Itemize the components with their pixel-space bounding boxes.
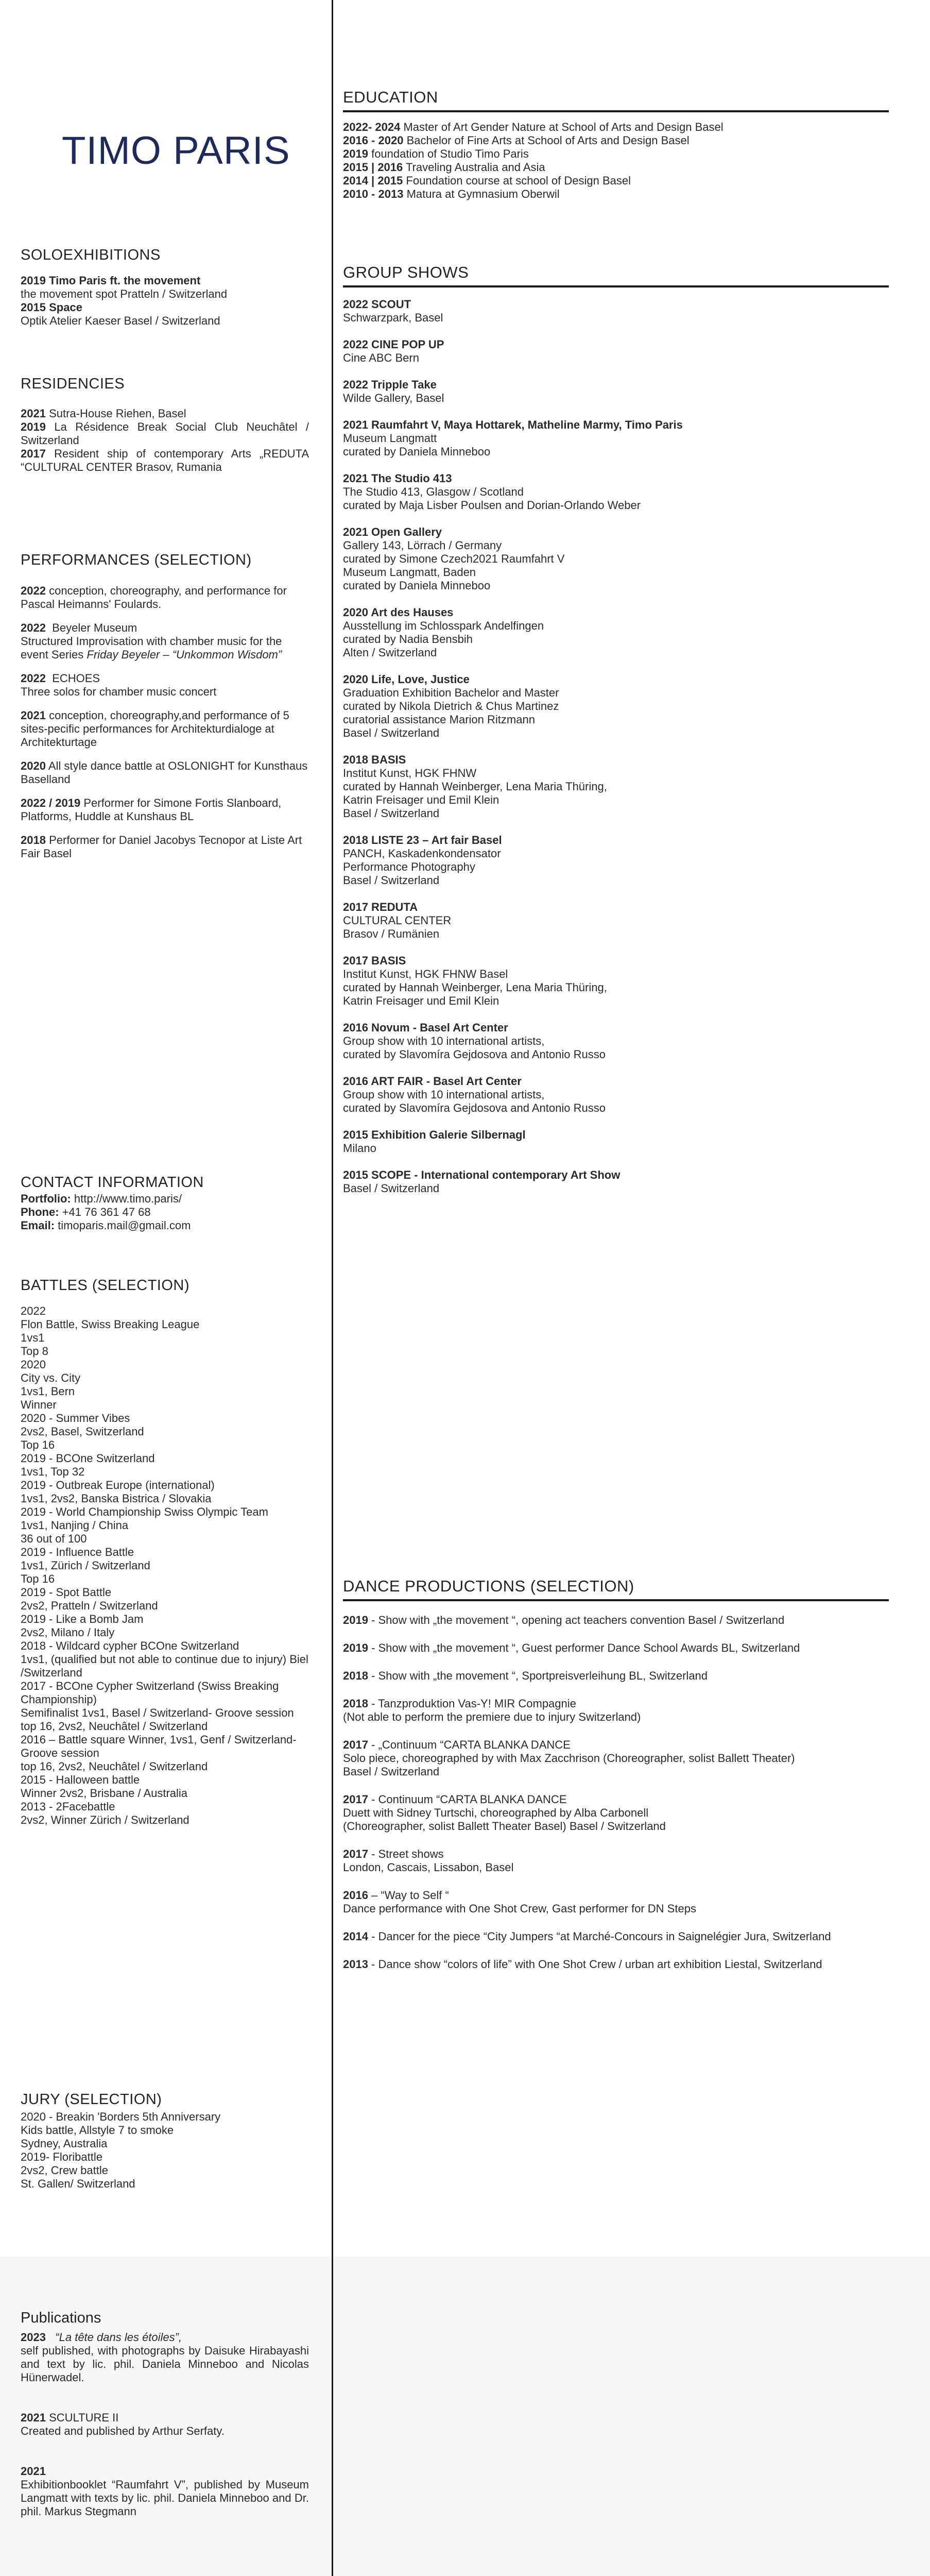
performance-text: Beyeler Museum bbox=[52, 621, 137, 634]
group-show-title: 2017 BASIS bbox=[343, 954, 406, 967]
dance-entry bbox=[343, 1958, 889, 1971]
battle-line: Top 16 bbox=[21, 1438, 55, 1451]
group-show-line: Basel / Switzerland bbox=[343, 874, 440, 887]
residency-year: 2017 bbox=[21, 447, 46, 460]
performance-entry bbox=[21, 834, 309, 860]
group-show-line: Basel / Switzerland bbox=[343, 1182, 440, 1195]
dance-line: (Choreographer, solist Ballett Theater Basel) Basel / Switzerland bbox=[343, 1820, 666, 1833]
battle-line: 2020 bbox=[21, 1358, 46, 1371]
residency-text: Sutra-House Riehen, Basel bbox=[49, 407, 186, 420]
dance-entry bbox=[343, 1930, 889, 1943]
group-show-entry bbox=[343, 298, 889, 325]
jury-line: Kids battle, Allstyle 7 to smoke bbox=[21, 2124, 174, 2137]
battle-line: 2018 - Wildcard cypher BCOne Switzerland bbox=[21, 1639, 239, 1652]
group-show-title: 2022 SCOUT bbox=[343, 298, 411, 311]
publication-title: “La tête dans les étoiles”, bbox=[55, 2331, 182, 2344]
publications-section bbox=[21, 2309, 309, 2518]
publication-entry bbox=[21, 2465, 309, 2518]
group-show-title: 2015 Exhibition Galerie Silbernagl bbox=[343, 1128, 526, 1141]
performance-text: ECHOES bbox=[52, 672, 100, 685]
group-show-line: CULTURAL CENTER bbox=[343, 914, 452, 927]
dance-line: Dance performance with One Shot Crew, Gast performer for DN Steps bbox=[343, 1902, 696, 1915]
jury-line: 2vs2, Crew battle bbox=[21, 2164, 108, 2177]
group-show-line: Wilde Gallery, Basel bbox=[343, 392, 444, 404]
group-show-title: 2022 CINE POP UP bbox=[343, 338, 444, 351]
education-entry bbox=[343, 121, 889, 134]
group-show-entry bbox=[343, 526, 889, 592]
jury-line: 2019- Floribattle bbox=[21, 2150, 102, 2163]
publication-text: Created and published by Arthur Serfaty. bbox=[21, 2425, 225, 2437]
publication-year: 2023 bbox=[21, 2331, 46, 2344]
battle-line: 2vs2, Pratteln / Switzerland bbox=[21, 1599, 158, 1612]
solo-line: Optik Atelier Kaeser Basel / Switzerland bbox=[21, 314, 220, 327]
dance-year: 2018 bbox=[343, 1669, 368, 1682]
group-show-line: curatorial assistance Marion Ritzmann bbox=[343, 713, 535, 726]
education-entry bbox=[343, 134, 889, 147]
solo-entry bbox=[21, 274, 309, 301]
education-list bbox=[343, 121, 889, 201]
phone-label: Phone: bbox=[21, 1206, 59, 1218]
education-heading: EDUCATION bbox=[343, 88, 889, 112]
group-show-title: 2022 Tripple Take bbox=[343, 378, 437, 391]
dance-entry bbox=[343, 1641, 889, 1655]
jury-line: St. Gallen/ Switzerland bbox=[21, 2177, 135, 2190]
group-show-entry bbox=[343, 673, 889, 740]
group-show-title: 2016 Novum - Basel Art Center bbox=[343, 1021, 508, 1034]
dance-entry bbox=[343, 1614, 889, 1627]
email-link[interactable]: timoparis.mail@gmail.com bbox=[58, 1219, 191, 1232]
email-label: Email: bbox=[21, 1219, 55, 1232]
jury-section bbox=[21, 2091, 309, 2191]
battle-line: 2016 – Battle square Winner, 1vs1, Genf / Switzerland- Groove session bbox=[21, 1733, 297, 1759]
dance-text: - Dance show “colors of life” with One Shot Crew / urban art exhibition Liestal, Switzerland bbox=[368, 1958, 822, 1971]
dance-year: 2017 bbox=[343, 1793, 368, 1806]
residency-entry bbox=[21, 420, 309, 447]
group-show-entry bbox=[343, 1168, 889, 1195]
dance-line bbox=[343, 1958, 889, 1971]
battle-line: Top 16 bbox=[21, 1572, 55, 1585]
group-show-line: Basel / Switzerland bbox=[343, 807, 440, 820]
education-text: Bachelor of Fine Arts at School of Arts and Design Basel bbox=[406, 134, 690, 147]
portfolio-link[interactable]: http://www.timo.paris/ bbox=[74, 1192, 182, 1205]
group-show-entry bbox=[343, 378, 889, 405]
dance-line bbox=[343, 1614, 889, 1627]
battles-list bbox=[21, 1304, 309, 1827]
education-section bbox=[343, 88, 889, 201]
battle-line: 2017 - BCOne Cypher Switzerland (Swiss Breaking Championship) bbox=[21, 1680, 279, 1706]
battle-line: 2022 bbox=[21, 1304, 46, 1317]
group-show-line: curated by Daniela Minneboo bbox=[343, 579, 491, 592]
dance-entry bbox=[343, 1669, 889, 1683]
contact-section bbox=[21, 1174, 309, 1232]
performance-year: 2018 bbox=[21, 834, 46, 846]
dance-year: 2019 bbox=[343, 1641, 368, 1654]
group-show-line: Alten / Switzerland bbox=[343, 646, 437, 659]
residencies-section bbox=[21, 375, 309, 474]
performance-entry bbox=[21, 584, 309, 611]
education-text: foundation of Studio Timo Paris bbox=[371, 147, 529, 160]
solo-title: Space bbox=[49, 301, 82, 314]
group-show-line: Institut Kunst, HGK FHNW Basel bbox=[343, 968, 508, 980]
dance-entry bbox=[343, 1848, 889, 1874]
dance-line bbox=[343, 1738, 889, 1752]
group-show-title: 2018 LISTE 23 – Art fair Basel bbox=[343, 834, 502, 846]
portfolio-label: Portfolio: bbox=[21, 1192, 71, 1205]
dance-text: - Continuum “CARTA BLANKA DANCE bbox=[368, 1793, 567, 1806]
group-show-line: Museum Langmatt, Baden bbox=[343, 566, 476, 579]
dance-productions-list bbox=[343, 1614, 889, 1971]
education-entry bbox=[343, 174, 889, 188]
dance-line: Solo piece, choreographed by with Max Zacchrison (Choreographer, solist Ballett Theater) bbox=[343, 1752, 795, 1765]
performance-year: 2022 / 2019 bbox=[21, 796, 81, 809]
publication-year: 2021 bbox=[21, 2465, 46, 2478]
dance-line bbox=[343, 1848, 889, 1861]
group-show-line: Gallery 143, Lörrach / Germany bbox=[343, 539, 502, 552]
residency-year: 2019 bbox=[21, 420, 46, 433]
dance-line bbox=[343, 1889, 889, 1902]
group-show-entry bbox=[343, 834, 889, 887]
dance-text: – “Way to Self “ bbox=[368, 1889, 449, 1902]
dance-line: London, Cascais, Lissabon, Basel bbox=[343, 1861, 514, 1874]
group-show-title: 2015 SCOPE - International contemporary Art Show bbox=[343, 1168, 621, 1181]
solo-entry bbox=[21, 301, 309, 328]
group-show-line: Performance Photography bbox=[343, 860, 475, 873]
battle-line: 2019 - Spot Battle bbox=[21, 1586, 112, 1599]
battle-line: 36 out of 100 bbox=[21, 1532, 87, 1545]
group-shows-list bbox=[343, 298, 889, 1195]
solo-title: Timo Paris ft. the movement bbox=[49, 274, 201, 287]
battle-line: top 16, 2vs2, Neuchâtel / Switzerland bbox=[21, 1760, 208, 1773]
performance-entry bbox=[21, 759, 309, 786]
dance-year: 2014 bbox=[343, 1930, 368, 1943]
performance-entry bbox=[21, 709, 309, 749]
solo-exhibitions-section bbox=[21, 246, 309, 328]
battle-line: 2013 - 2Facebattle bbox=[21, 1800, 115, 1813]
group-show-line: curated by Nikola Dietrich & Chus Martinez bbox=[343, 700, 559, 713]
battle-line: City vs. City bbox=[21, 1371, 81, 1384]
battles-heading: BATTLES (SELECTION) bbox=[21, 1277, 190, 1294]
dance-line bbox=[343, 1930, 889, 1943]
residency-text: Resident ship of contemporary Arts „REDUTA “CULTURAL CENTER Brasov, Rumania bbox=[21, 447, 309, 473]
education-year: 2015 | 2016 bbox=[343, 161, 403, 174]
dance-year: 2016 bbox=[343, 1889, 368, 1902]
solo-line: the movement spot Pratteln / Switzerland bbox=[21, 287, 228, 300]
dance-line bbox=[343, 1641, 889, 1655]
residency-text: La Résidence Break Social Club Neuchâtel / Switzerland bbox=[21, 420, 309, 447]
group-show-title: 2021 Open Gallery bbox=[343, 526, 442, 538]
performance-entry bbox=[21, 621, 309, 662]
performances-section bbox=[21, 551, 309, 860]
performance-sub: Three solos for chamber music concert bbox=[21, 685, 217, 698]
battle-line: 2019 - BCOne Switzerland bbox=[21, 1452, 155, 1465]
group-show-title: 2018 BASIS bbox=[343, 753, 406, 766]
dance-text: - „Continuum “CARTA BLANKA DANCE bbox=[368, 1738, 571, 1751]
performance-text: conception, choreography, and performance for Pascal Heimanns' Foulards. bbox=[21, 584, 287, 611]
group-show-entry bbox=[343, 954, 889, 1008]
page-title: TIMO PARIS bbox=[62, 129, 290, 173]
group-show-line: curated by Daniela Minneboo bbox=[343, 445, 491, 458]
group-show-entry bbox=[343, 753, 889, 820]
education-year: 2016 - 2020 bbox=[343, 134, 404, 147]
battle-line: 1vs1, Top 32 bbox=[21, 1465, 85, 1478]
publication-entry bbox=[21, 2331, 309, 2384]
dance-year: 2017 bbox=[343, 1738, 368, 1751]
group-show-line: curated by Simone Czech2021 Raumfahrt V bbox=[343, 552, 565, 565]
battle-line: 2vs2, Basel, Switzerland bbox=[21, 1425, 144, 1438]
contact-heading: CONTACT INFORMATION bbox=[21, 1174, 204, 1191]
battle-line: Winner bbox=[21, 1398, 57, 1411]
group-show-title: 2020 Art des Hauses bbox=[343, 606, 454, 619]
group-shows-heading: GROUP SHOWS bbox=[343, 263, 889, 287]
battle-line: Semifinalist 1vs1, Basel / Switzerland- Groove session bbox=[21, 1706, 294, 1719]
group-show-line: Katrin Freisager und Emil Klein bbox=[343, 994, 500, 1007]
group-show-line: Ausstellung im Schlosspark Andelfingen bbox=[343, 619, 544, 632]
group-show-entry bbox=[343, 472, 889, 512]
group-show-title: 2020 Life, Love, Justice bbox=[343, 673, 470, 686]
group-show-line: Museum Langmatt bbox=[343, 432, 437, 445]
publication-title: SCULTURE II bbox=[49, 2411, 119, 2424]
group-show-title: 2021 Raumfahrt V, Maya Hottarek, Matheline Marmy, Timo Paris bbox=[343, 418, 683, 431]
education-text: Matura at Gymnasium Oberwil bbox=[406, 188, 560, 200]
battle-line: 2015 - Halloween battle bbox=[21, 1773, 140, 1786]
battle-line: Top 8 bbox=[21, 1345, 48, 1358]
residency-year: 2021 bbox=[21, 407, 46, 420]
jury-list bbox=[21, 2110, 309, 2191]
group-show-entry bbox=[343, 1075, 889, 1115]
publication-text: Exhibitionbooklet “Raumfahrt V”, published by Museum Langmatt with texts by lic. phil. Daniela Minneboo and Dr. phil. Markus Stegmann bbox=[21, 2478, 309, 2518]
battle-line: 2vs2, Winner Zürich / Switzerland bbox=[21, 1814, 190, 1826]
dance-entry bbox=[343, 1889, 889, 1916]
publication-text: self published, with photographs by Daisuke Hirabayashi and text by lic. phil. Daniela Minneboo and Nicolas Hünerwadel. bbox=[21, 2344, 309, 2384]
group-show-line: Group show with 10 international artists, bbox=[343, 1088, 545, 1101]
dance-productions-heading: DANCE PRODUCTIONS (SELECTION) bbox=[343, 1577, 889, 1601]
dance-text: - Dancer for the piece “City Jumpers “at Marché-Concours in Saignelégier Jura, Switzerland bbox=[368, 1930, 831, 1943]
jury-heading: JURY (SELECTION) bbox=[21, 2091, 162, 2108]
battle-line: 1vs1 bbox=[21, 1331, 45, 1344]
dance-entry bbox=[343, 1697, 889, 1724]
residencies-heading: RESIDENCIES bbox=[21, 376, 125, 392]
performance-year: 2022 bbox=[21, 584, 46, 597]
education-year: 2022- 2024 bbox=[343, 121, 401, 133]
group-show-line: curated by Hannah Weinberger, Lena Maria Thüring, bbox=[343, 780, 607, 793]
performance-entry bbox=[21, 672, 309, 699]
dance-line bbox=[343, 1697, 889, 1710]
dance-line: (Not able to perform the premiere due to injury Switzerland) bbox=[343, 1710, 641, 1723]
dance-line: Duett with Sidney Turtschi, choreographed by Alba Carbonell bbox=[343, 1806, 649, 1819]
education-entry bbox=[343, 161, 889, 174]
group-show-line: curated by Nadia Bensbih bbox=[343, 633, 473, 646]
dance-text: - Show with „the movement “, Guest performer Dance School Awards BL, Switzerland bbox=[368, 1641, 800, 1654]
group-show-line: Graduation Exhibition Bachelor and Master bbox=[343, 686, 559, 699]
education-entry bbox=[343, 147, 889, 161]
phone-line bbox=[21, 1206, 309, 1219]
dance-line bbox=[343, 1669, 889, 1683]
dance-entry bbox=[343, 1738, 889, 1778]
dance-line bbox=[343, 1793, 889, 1806]
dance-text: - Show with „the movement “, Sportpreisverleihung BL, Switzerland bbox=[368, 1669, 708, 1682]
group-show-title: 2016 ART FAIR - Basel Art Center bbox=[343, 1075, 522, 1088]
dance-line: Basel / Switzerland bbox=[343, 1765, 440, 1778]
group-show-entry bbox=[343, 338, 889, 365]
battle-line: 1vs1, 2vs2, Banska Bistrica / Slovakia bbox=[21, 1492, 212, 1505]
battle-line: 2019 - Outbreak Europe (international) bbox=[21, 1479, 215, 1492]
group-show-entry bbox=[343, 901, 889, 941]
group-show-title: 2017 REDUTA bbox=[343, 901, 418, 913]
dance-year: 2013 bbox=[343, 1958, 368, 1971]
residency-entry bbox=[21, 447, 309, 474]
battle-line: 2019 - World Championship Swiss Olympic Team bbox=[21, 1505, 268, 1518]
battle-line: 2019 - Like a Bomb Jam bbox=[21, 1613, 144, 1625]
group-show-line: curated by Hannah Weinberger, Lena Maria Thüring, bbox=[343, 981, 607, 994]
phone-value: +41 76 361 47 68 bbox=[62, 1206, 151, 1218]
group-show-line: curated by Slavomíra Gejdosova and Antonio Russo bbox=[343, 1048, 606, 1061]
publication-year: 2021 bbox=[21, 2411, 46, 2424]
battle-line: 1vs1, Bern bbox=[21, 1385, 75, 1398]
education-text: Foundation course at school of Design Basel bbox=[406, 174, 631, 187]
battle-line: top 16, 2vs2, Neuchâtel / Switzerland bbox=[21, 1720, 208, 1733]
solo-year: 2015 bbox=[21, 301, 46, 314]
dance-year: 2019 bbox=[343, 1614, 368, 1626]
group-show-entry bbox=[343, 418, 889, 459]
dance-productions-section bbox=[343, 1577, 889, 1986]
performance-text: Performer for Simone Fortis Slanboard, Platforms, Huddle at Kunshaus BL bbox=[21, 796, 282, 823]
group-show-line: Basel / Switzerland bbox=[343, 726, 440, 739]
dance-text: - Tanzproduktion Vas-Y! MIR Compagnie bbox=[368, 1697, 576, 1710]
group-show-line: Katrin Freisager und Emil Klein bbox=[343, 793, 500, 806]
performance-year: 2021 bbox=[21, 709, 46, 722]
group-show-line: PANCH, Kaskadenkondensator bbox=[343, 847, 501, 860]
group-show-line: curated by Maja Lisber Poulsen and Dorian-Orlando Weber bbox=[343, 499, 641, 512]
battle-line: 1vs1, (qualified but not able to continue due to injury) Biel /Switzerland bbox=[21, 1653, 308, 1679]
battle-line: 1vs1, Zürich / Switzerland bbox=[21, 1559, 150, 1572]
battle-line: 1vs1, Nanjing / China bbox=[21, 1519, 129, 1532]
performance-text: conception, choreography,and performance of 5 sites-pecific performances for Architekturdialoge at Architekturtage bbox=[21, 709, 289, 749]
portfolio-line bbox=[21, 1192, 309, 1206]
jury-line: 2020 - Breakin 'Borders 5th Anniversary bbox=[21, 2110, 221, 2123]
battles-section bbox=[21, 1277, 309, 1827]
education-year: 2014 | 2015 bbox=[343, 174, 403, 187]
battle-line: Winner 2vs2, Brisbane / Australia bbox=[21, 1787, 188, 1800]
performance-italic: Friday Beyeler – “Unkommon Wisdom” bbox=[87, 648, 282, 661]
education-text: Traveling Australia and Asia bbox=[405, 161, 545, 174]
group-show-line: Milano bbox=[343, 1142, 376, 1155]
battle-line: 2vs2, Milano / Italy bbox=[21, 1626, 115, 1639]
dance-entry bbox=[343, 1793, 889, 1833]
education-text: Master of Art Gender Nature at School of Arts and Design Basel bbox=[403, 121, 724, 133]
residency-entry bbox=[21, 407, 309, 420]
solo-exhibitions-heading: SOLOEXHIBITIONS bbox=[21, 247, 161, 263]
group-show-line: Group show with 10 international artists, bbox=[343, 1035, 545, 1047]
group-show-line: curated by Slavomíra Gejdosova and Antonio Russo bbox=[343, 1101, 606, 1114]
education-entry bbox=[343, 188, 889, 201]
group-show-line: Institut Kunst, HGK FHNW bbox=[343, 767, 477, 779]
group-show-line: Brasov / Rumänien bbox=[343, 927, 440, 940]
dance-text: - Show with „the movement “, opening act teachers convention Basel / Switzerland bbox=[368, 1614, 785, 1626]
battle-line: Flon Battle, Swiss Breaking League bbox=[21, 1318, 200, 1331]
publications-heading: Publications bbox=[21, 2310, 101, 2326]
solo-year: 2019 bbox=[21, 274, 46, 287]
group-show-entry bbox=[343, 1021, 889, 1061]
performances-heading: PERFORMANCES (SELECTION) bbox=[21, 552, 252, 568]
email-line bbox=[21, 1219, 309, 1232]
performance-text: Performer for Daniel Jacobys Tecnopor at Liste Art Fair Basel bbox=[21, 834, 302, 860]
performance-year: 2022 bbox=[21, 621, 46, 634]
group-show-line: The Studio 413, Glasgow / Scotland bbox=[343, 485, 524, 498]
dance-text: - Street shows bbox=[368, 1848, 444, 1860]
performance-sub: Structured Improvisation with chamber music for the event Series bbox=[21, 635, 282, 661]
battle-line: 2019 - Influence Battle bbox=[21, 1546, 134, 1558]
performance-text: All style dance battle at OSLONIGHT for Kunsthaus Baselland bbox=[21, 759, 308, 786]
performance-entry bbox=[21, 796, 309, 823]
performance-year: 2022 bbox=[21, 672, 46, 685]
column-divider bbox=[332, 0, 333, 2576]
education-year: 2019 bbox=[343, 147, 368, 160]
group-shows-section bbox=[343, 263, 889, 1209]
group-show-entry bbox=[343, 606, 889, 659]
group-show-line: Schwarzpark, Basel bbox=[343, 311, 443, 324]
group-show-entry bbox=[343, 1128, 889, 1155]
publication-entry bbox=[21, 2411, 309, 2438]
dance-year: 2018 bbox=[343, 1697, 368, 1710]
dance-year: 2017 bbox=[343, 1848, 368, 1860]
group-show-title: 2021 The Studio 413 bbox=[343, 472, 452, 485]
education-year: 2010 - 2013 bbox=[343, 188, 404, 200]
jury-line: Sydney, Australia bbox=[21, 2137, 108, 2150]
battle-line: 2020 - Summer Vibes bbox=[21, 1412, 130, 1425]
group-show-line: Cine ABC Bern bbox=[343, 351, 419, 364]
performance-year: 2020 bbox=[21, 759, 46, 772]
